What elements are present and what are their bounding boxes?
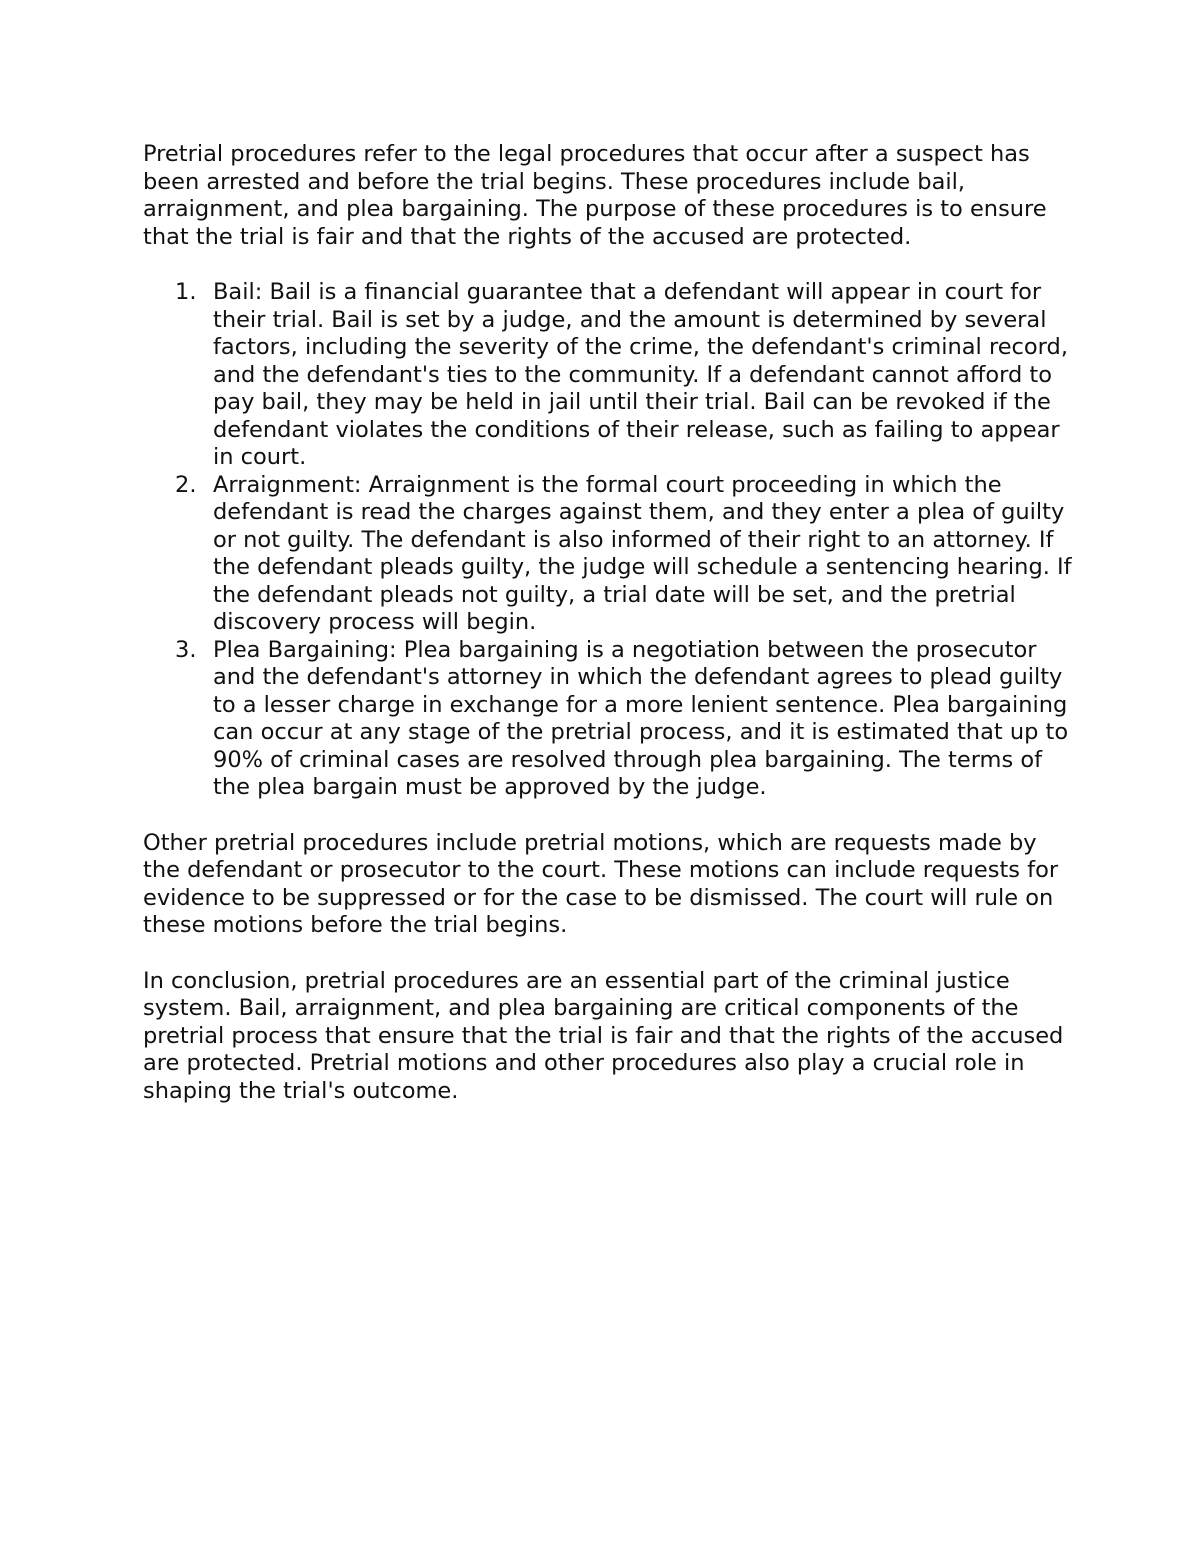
list-item-number: 3.	[175, 636, 197, 663]
paragraph-spacer	[143, 802, 1073, 830]
procedures-list	[143, 279, 1073, 802]
list-item-arraignment	[143, 472, 1073, 637]
intro-paragraph: Pretrial procedures refer to the legal procedures that occur after a suspect has been arrested and before the trial begins. These procedures include bail, arraignment, and plea bargaining. The purpose of these procedures is to ensure that the trial is fair and that the rights of the accused are protected.	[143, 141, 1047, 250]
list-item-plea-bargaining	[143, 637, 1073, 802]
list-item-text: Bail: Bail is a financial guarantee that a defendant will appear in court for their trial. Bail is set by a judge, and the amount is determined by several factors, including the severity of the crime, the defendant's criminal record, and the defendant's ties to the community. If a defendant cannot afford to pay bail, they may be held in jail until their trial. Bail can be revoked if the defendant violates the conditions of their release, such as failing to appear in court.	[213, 279, 1068, 470]
conclusion-paragraph: In conclusion, pretrial procedures are an essential part of the criminal justice system. Bail, arraignment, and plea bargaining are critical components of the pretrial process that ensure that the trial is fair and that the rights of the accused are protected. Pretrial motions and other procedures also play a crucial role in shaping the trial's outcome.	[143, 967, 1064, 1104]
list-item-text: Plea Bargaining: Plea bargaining is a negotiation between the prosecutor and the defendant's attorney in which the defendant agrees to plead guilty to a lesser charge in exchange for a more lenient sentence. Plea bargaining can occur at any stage of the pretrial process, and it is estimated that up to 90% of criminal cases are resolved through plea bargaining. The terms of the plea bargain must be approved by the judge.	[213, 636, 1069, 800]
document-page	[143, 141, 1073, 1105]
list-item-number: 2.	[175, 471, 197, 498]
list-item-bail	[143, 279, 1073, 472]
paragraph-spacer	[143, 940, 1073, 968]
other-procedures-paragraph: Other pretrial procedures include pretrial motions, which are requests made by the defendant or prosecutor to the court. These motions can include requests for evidence to be suppressed or for the case to be dismissed. The court will rule on these motions before the trial begins.	[143, 829, 1059, 938]
list-item-text: Arraignment: Arraignment is the formal court proceeding in which the defendant is read the charges against them, and they enter a plea of guilty or not guilty. The defendant is also informed of their right to an attorney. If the defendant pleads guilty, the judge will schedule a sentencing hearing. If the defendant pleads not guilty, a trial date will be set, and the pretrial discovery process will begin.	[213, 471, 1072, 635]
paragraph-spacer	[143, 251, 1073, 279]
list-item-number: 1.	[175, 279, 197, 305]
